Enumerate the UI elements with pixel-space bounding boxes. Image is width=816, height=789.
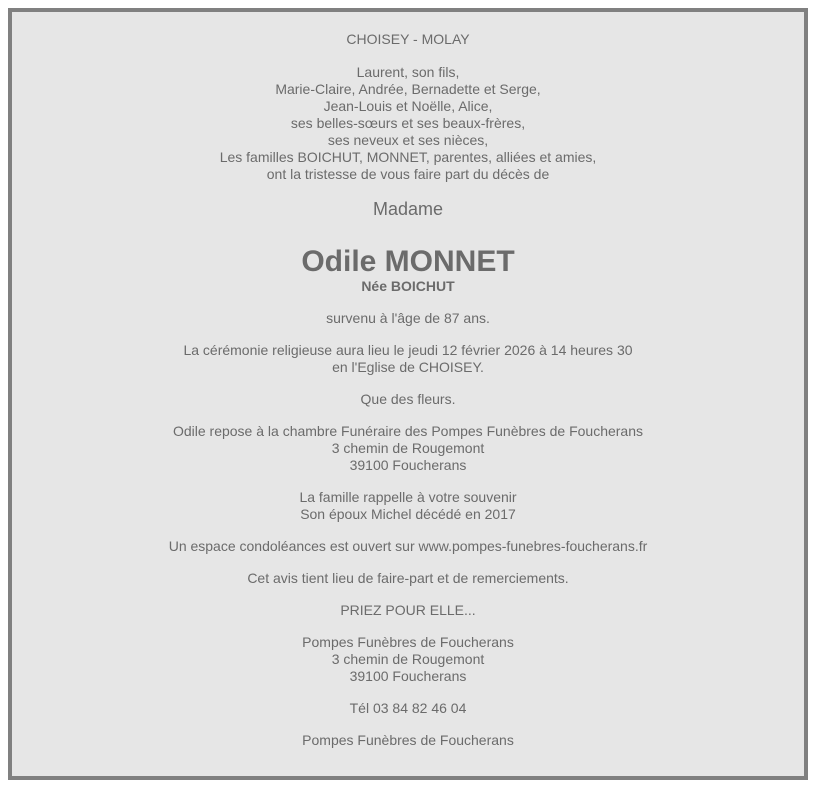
family-line: Les familles BOICHUT, MONNET, parentes, alliées et amies, xyxy=(219,149,597,165)
faire-part-note: Cet avis tient lieu de faire-part et de remerciements. xyxy=(247,570,569,586)
maiden-name: Née BOICHUT xyxy=(361,278,455,294)
rest-line: 3 chemin de Rougemont xyxy=(331,440,485,456)
ceremony-line: en l'Eglise de CHOISEY. xyxy=(332,359,484,375)
family-line: Laurent, son fils, xyxy=(356,64,460,80)
rest-line: 39100 Foucherans xyxy=(349,457,467,473)
signature: Pompes Funèbres de Foucherans xyxy=(302,732,514,748)
condolences-note: Un espace condoléances est ouvert sur www.pompes-funebres-foucherans.fr xyxy=(168,538,648,554)
funeral-home-line: 3 chemin de Rougemont xyxy=(331,651,485,667)
funeral-home-line: 39100 Foucherans xyxy=(349,668,467,684)
honorific-title: Madame xyxy=(372,199,444,219)
family-line: Jean-Louis et Noëlle, Alice, xyxy=(323,98,493,114)
family-line: ses neveux et ses nièces, xyxy=(327,132,489,148)
flowers-note: Que des fleurs. xyxy=(360,391,456,407)
rest-line: Odile repose à la chambre Funéraire des Pompes Funèbres de Foucherans xyxy=(172,423,644,439)
funeral-home-address xyxy=(12,634,804,685)
obituary-notice xyxy=(8,8,808,780)
ceremony-line: La cérémonie religieuse aura lieu le jeudi 12 février 2026 à 14 heures 30 xyxy=(183,342,633,358)
family-line: Marie-Claire, Andrée, Bernadette et Serge, xyxy=(275,81,541,97)
memory-line: Son époux Michel décédé en 2017 xyxy=(300,506,516,522)
resting-place xyxy=(12,423,804,474)
pray-line: PRIEZ POUR ELLE... xyxy=(340,602,476,618)
age-line: survenu à l'âge de 87 ans. xyxy=(326,310,490,326)
deceased-name: Odile MONNET xyxy=(301,245,515,278)
family-list xyxy=(12,64,804,183)
memory-note xyxy=(12,489,804,523)
ceremony-info xyxy=(12,342,804,376)
funeral-home-line: Pompes Funèbres de Foucherans xyxy=(302,634,514,650)
family-line: ses belles-sœurs et ses beaux-frères, xyxy=(290,115,526,131)
memory-line: La famille rappelle à votre souvenir xyxy=(299,489,517,505)
town-heading: CHOISEY - MOLAY xyxy=(346,31,470,47)
phone-number: Tél 03 84 82 46 04 xyxy=(349,700,467,716)
family-line: ont la tristesse de vous faire part du décès de xyxy=(266,166,550,182)
